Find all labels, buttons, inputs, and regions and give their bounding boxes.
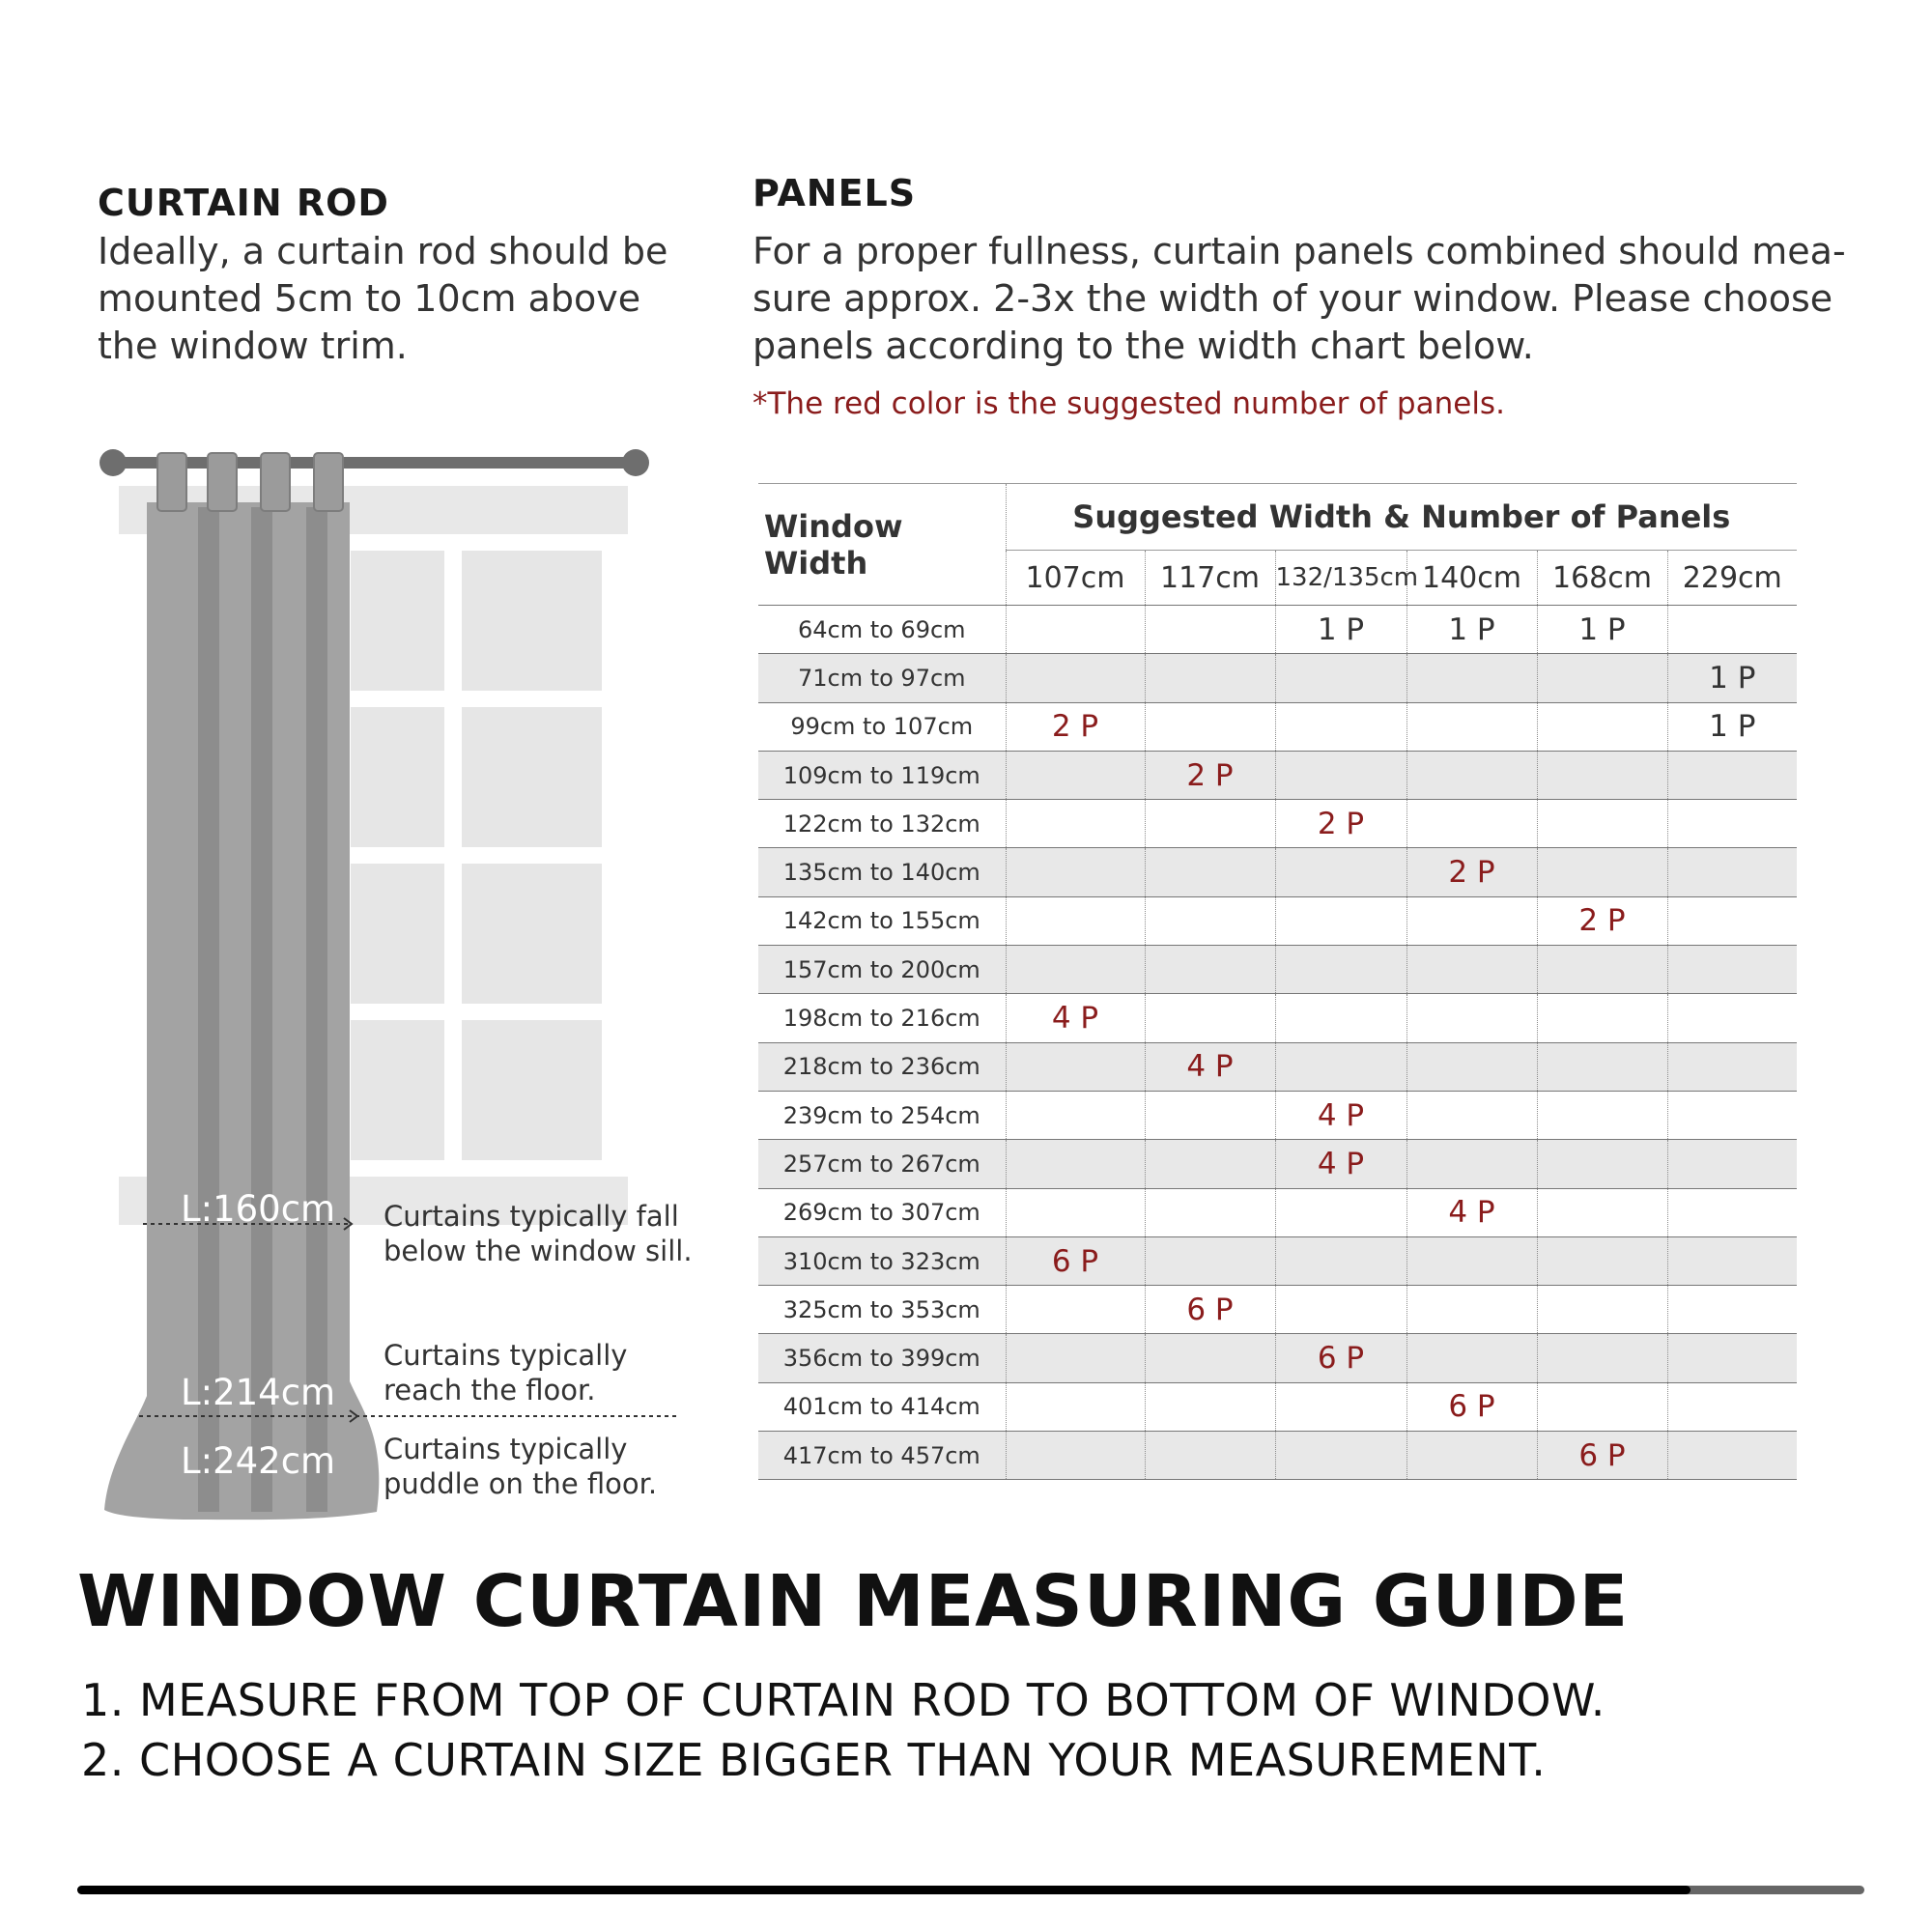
panel-count-cell: 6 P xyxy=(1006,1236,1145,1285)
curtain-fold xyxy=(198,507,219,1512)
panel-count-cell xyxy=(1667,1042,1797,1091)
panel-count-cell xyxy=(1006,848,1145,896)
panel-count-cell xyxy=(1667,994,1797,1042)
panel-count-cell xyxy=(1406,702,1537,751)
window-width-cell: 401cm to 414cm xyxy=(758,1382,1006,1431)
panel-count-cell xyxy=(1006,1334,1145,1382)
window-width-cell: 71cm to 97cm xyxy=(758,654,1006,702)
table-row xyxy=(758,702,1797,751)
panel-count-cell xyxy=(1667,1091,1797,1139)
panel-count-cell xyxy=(1006,654,1145,702)
column-header: 168cm xyxy=(1537,551,1667,606)
table-row xyxy=(758,751,1797,799)
curtain-rod-line: Ideally, a curtain rod should be xyxy=(98,230,668,272)
panel-count-cell xyxy=(1145,654,1275,702)
width-chart-table xyxy=(758,484,1797,1480)
desc-line: Curtains typically xyxy=(384,1433,628,1465)
panel-count-cell xyxy=(1537,946,1667,994)
panel-count-cell xyxy=(1667,1188,1797,1236)
panel-count-cell xyxy=(1667,1286,1797,1334)
panel-count-cell: 6 P xyxy=(1537,1432,1667,1480)
table-row xyxy=(758,1236,1797,1285)
panel-count-cell xyxy=(1275,946,1406,994)
panel-count-cell xyxy=(1006,1188,1145,1236)
panel-count-cell xyxy=(1275,1188,1406,1236)
panel-count-cell xyxy=(1275,994,1406,1042)
table-row xyxy=(758,1091,1797,1139)
panel-count-cell xyxy=(1145,946,1275,994)
panels-line: panels according to the width chart below. xyxy=(753,325,1534,367)
panel-count-cell: 1 P xyxy=(1667,702,1797,751)
panel-count-cell xyxy=(1667,751,1797,799)
window-width-cell: 417cm to 457cm xyxy=(758,1432,1006,1480)
panel-count-cell xyxy=(1667,946,1797,994)
panel-count-cell: 4 P xyxy=(1006,994,1145,1042)
panel-count-cell xyxy=(1275,848,1406,896)
panel-count-cell xyxy=(1406,1042,1537,1091)
curtain-fold xyxy=(306,507,327,1512)
panel-count-cell: 2 P xyxy=(1275,800,1406,848)
panel-count-cell: 4 P xyxy=(1275,1140,1406,1188)
panels-line: sure approx. 2-3x the width of your window. Please choose xyxy=(753,277,1833,320)
panel-count-cell xyxy=(1275,896,1406,945)
panel-count-cell xyxy=(1275,1432,1406,1480)
table-row xyxy=(758,1188,1797,1236)
panel-count-cell xyxy=(1006,946,1145,994)
panel-count-cell xyxy=(1006,800,1145,848)
panel-count-cell xyxy=(1006,1432,1145,1480)
panel-count-cell xyxy=(1537,1334,1667,1382)
panel-count-cell xyxy=(1145,896,1275,945)
length-desc-214 xyxy=(384,1338,627,1407)
window-width-header: Window Width xyxy=(764,507,903,582)
table-row xyxy=(758,1382,1797,1431)
guide-title: WINDOW CURTAIN MEASURING GUIDE xyxy=(77,1560,1630,1643)
window-width-cell: 325cm to 353cm xyxy=(758,1286,1006,1334)
panel-count-cell xyxy=(1406,1286,1537,1334)
panel-count-cell xyxy=(1145,1382,1275,1431)
panel-count-cell: 1 P xyxy=(1275,606,1406,654)
column-header: 107cm xyxy=(1006,551,1145,606)
panel-count-cell xyxy=(1406,1432,1537,1480)
curtain-panel xyxy=(104,502,379,1520)
curtain-illustration xyxy=(97,440,696,1541)
panel-count-cell xyxy=(1537,1091,1667,1139)
panel-count-cell: 4 P xyxy=(1275,1091,1406,1139)
column-header: 229cm xyxy=(1667,551,1797,606)
panel-count-cell xyxy=(1667,800,1797,848)
panel-count-cell xyxy=(1406,1236,1537,1285)
panel-count-cell xyxy=(1537,1286,1667,1334)
curtain-rod-description xyxy=(98,228,668,370)
panel-count-cell: 1 P xyxy=(1537,606,1667,654)
length-label-214: L:214cm xyxy=(181,1372,336,1413)
table-row xyxy=(758,606,1797,654)
desc-line: Curtains typically xyxy=(384,1339,628,1372)
panel-count-cell xyxy=(1667,1432,1797,1480)
panel-count-cell xyxy=(1145,1432,1275,1480)
table-row xyxy=(758,946,1797,994)
panels-line: For a proper fullness, curtain panels combined should mea- xyxy=(753,230,1846,272)
panel-count-cell: 4 P xyxy=(1145,1042,1275,1091)
panel-count-cell xyxy=(1145,702,1275,751)
panel-count-cell xyxy=(1537,1382,1667,1431)
panel-count-cell xyxy=(1006,1091,1145,1139)
window-width-cell: 142cm to 155cm xyxy=(758,896,1006,945)
panel-count-cell xyxy=(1406,800,1537,848)
window-width-cell: 257cm to 267cm xyxy=(758,1140,1006,1188)
panel-count-cell xyxy=(1145,848,1275,896)
panel-count-cell: 2 P xyxy=(1406,848,1537,896)
panel-count-cell xyxy=(1537,994,1667,1042)
panel-count-cell xyxy=(1275,1042,1406,1091)
column-header: 140cm xyxy=(1406,551,1537,606)
desc-line: below the window sill. xyxy=(384,1235,693,1267)
panel-count-cell xyxy=(1145,1334,1275,1382)
width-chart xyxy=(758,483,1797,1480)
window-width-cell: 109cm to 119cm xyxy=(758,751,1006,799)
panel-count-cell xyxy=(1006,751,1145,799)
panel-count-cell: 2 P xyxy=(1006,702,1145,751)
curtain-rod-line: the window trim. xyxy=(98,325,408,367)
column-header: 132/135cm xyxy=(1275,551,1406,606)
window-width-cell: 198cm to 216cm xyxy=(758,994,1006,1042)
guide-step-2: 2. CHOOSE A CURTAIN SIZE BIGGER THAN YOUR MEASUREMENT. xyxy=(81,1734,1547,1786)
table-row xyxy=(758,1140,1797,1188)
panel-count-cell: 6 P xyxy=(1406,1382,1537,1431)
panels-heading: PANELS xyxy=(753,172,917,214)
length-desc-242 xyxy=(384,1432,657,1501)
panel-count-cell xyxy=(1537,654,1667,702)
panel-count-cell xyxy=(1406,896,1537,945)
table-row xyxy=(758,1432,1797,1480)
panel-count-cell xyxy=(1145,800,1275,848)
panel-count-cell: 6 P xyxy=(1145,1286,1275,1334)
length-desc-160 xyxy=(384,1199,693,1268)
panel-count-cell xyxy=(1006,1140,1145,1188)
panel-count-cell: 1 P xyxy=(1406,606,1537,654)
panel-count-cell xyxy=(1006,606,1145,654)
panel-count-cell: 2 P xyxy=(1537,896,1667,945)
suggested-width-header: Suggested Width & Number of Panels xyxy=(1006,484,1797,551)
panel-count-cell xyxy=(1275,1382,1406,1431)
panel-count-cell xyxy=(1406,1140,1537,1188)
panel-count-cell xyxy=(1145,1236,1275,1285)
panel-count-cell xyxy=(1537,800,1667,848)
panel-count-cell xyxy=(1275,1286,1406,1334)
panel-count-cell xyxy=(1145,1188,1275,1236)
column-header: 117cm xyxy=(1145,551,1275,606)
panel-count-cell xyxy=(1667,1334,1797,1382)
panel-count-cell xyxy=(1667,1236,1797,1285)
window-width-cell: 99cm to 107cm xyxy=(758,702,1006,751)
curtain-rod-heading: CURTAIN ROD xyxy=(98,182,389,224)
panel-count-cell xyxy=(1145,1140,1275,1188)
desc-line: Curtains typically fall xyxy=(384,1200,679,1233)
panel-count-cell xyxy=(1537,1140,1667,1188)
table-row xyxy=(758,1286,1797,1334)
panel-count-cell xyxy=(1537,848,1667,896)
window-width-cell: 64cm to 69cm xyxy=(758,606,1006,654)
table-row xyxy=(758,848,1797,896)
panel-count-cell xyxy=(1537,1042,1667,1091)
panel-count-cell xyxy=(1537,751,1667,799)
window-width-cell: 157cm to 200cm xyxy=(758,946,1006,994)
table-row xyxy=(758,800,1797,848)
panel-count-cell xyxy=(1406,1091,1537,1139)
panel-count-cell: 1 P xyxy=(1667,654,1797,702)
panel-count-cell xyxy=(1537,702,1667,751)
window-width-cell: 218cm to 236cm xyxy=(758,1042,1006,1091)
panel-count-cell xyxy=(1406,751,1537,799)
panel-count-cell xyxy=(1667,896,1797,945)
desc-line: reach the floor. xyxy=(384,1374,596,1406)
window-width-cell: 310cm to 323cm xyxy=(758,1236,1006,1285)
panel-count-cell xyxy=(1006,1042,1145,1091)
window-panes xyxy=(351,551,602,1160)
window-width-cell: 269cm to 307cm xyxy=(758,1188,1006,1236)
bottom-divider-fill xyxy=(77,1886,1690,1894)
panel-count-cell xyxy=(1406,946,1537,994)
panel-count-cell xyxy=(1667,606,1797,654)
table-row xyxy=(758,654,1797,702)
panel-count-cell xyxy=(1667,848,1797,896)
panels-description xyxy=(753,228,1846,370)
panel-count-cell xyxy=(1006,896,1145,945)
panel-count-cell xyxy=(1145,606,1275,654)
guide-step-1: 1. MEASURE FROM TOP OF CURTAIN ROD TO BOTTOM OF WINDOW. xyxy=(81,1674,1605,1726)
panel-count-cell xyxy=(1275,751,1406,799)
panel-count-cell xyxy=(1006,1382,1145,1431)
window-width-cell: 135cm to 140cm xyxy=(758,848,1006,896)
panel-count-cell xyxy=(1406,994,1537,1042)
table-row xyxy=(758,1042,1797,1091)
panel-count-cell xyxy=(1275,1236,1406,1285)
table-row xyxy=(758,1334,1797,1382)
window-width-cell: 122cm to 132cm xyxy=(758,800,1006,848)
panel-count-cell xyxy=(1537,1188,1667,1236)
curtain-rod-line: mounted 5cm to 10cm above xyxy=(98,277,641,320)
panel-count-cell xyxy=(1667,1140,1797,1188)
panel-count-cell xyxy=(1537,1236,1667,1285)
panel-count-cell: 4 P xyxy=(1406,1188,1537,1236)
panel-count-cell xyxy=(1006,1286,1145,1334)
panel-count-cell xyxy=(1406,1334,1537,1382)
window-width-cell: 239cm to 254cm xyxy=(758,1091,1006,1139)
panel-count-cell xyxy=(1275,654,1406,702)
desc-line: puddle on the floor. xyxy=(384,1467,658,1500)
curtain-fold xyxy=(251,507,272,1512)
table-row xyxy=(758,896,1797,945)
length-label-160: L:160cm xyxy=(181,1188,336,1230)
red-color-note: *The red color is the suggested number of panels. xyxy=(753,386,1505,421)
panel-count-cell xyxy=(1667,1382,1797,1431)
panel-count-cell xyxy=(1145,1091,1275,1139)
panel-count-cell xyxy=(1406,654,1537,702)
panel-count-cell: 6 P xyxy=(1275,1334,1406,1382)
length-label-242: L:242cm xyxy=(181,1440,336,1482)
table-row xyxy=(758,994,1797,1042)
panel-count-cell: 2 P xyxy=(1145,751,1275,799)
panel-count-cell xyxy=(1275,702,1406,751)
window-width-cell: 356cm to 399cm xyxy=(758,1334,1006,1382)
panel-count-cell xyxy=(1145,994,1275,1042)
